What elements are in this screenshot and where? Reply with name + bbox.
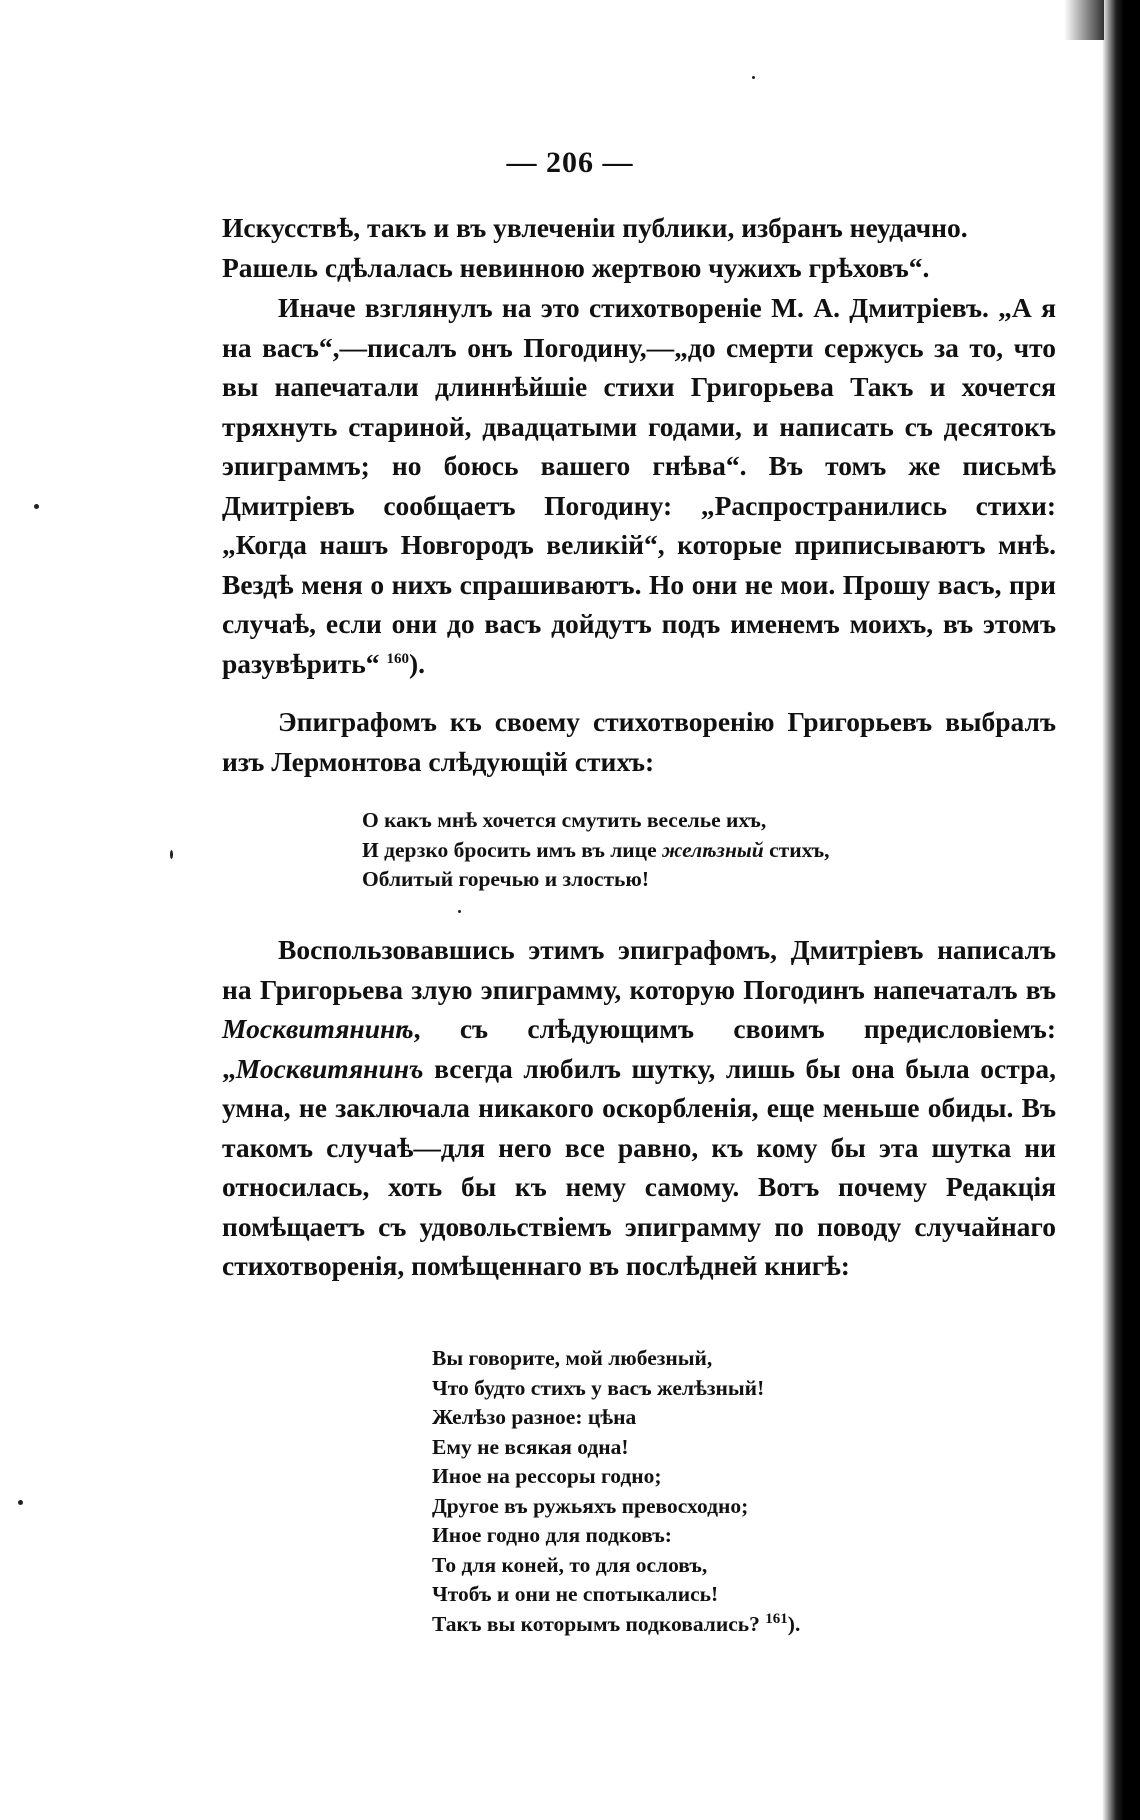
paragraph-text: Эпиграфомъ къ своему стихотворенію Григорьевъ выбралъ изъ Лермонтова слѣдующій стихъ: xyxy=(222,706,1056,777)
poem-line: Такъ вы которымъ подковались? $^{161}$). xyxy=(432,1610,801,1636)
poem-line: Другое въ ружьяхъ превосходно; xyxy=(432,1493,749,1518)
verse-line: О какъ мнѣ хочется смутить веселье ихъ, xyxy=(362,808,767,832)
scan-speck xyxy=(170,850,173,859)
text-line: Искусствѣ, такъ и въ увлеченіи публики, избранъ неудачно. xyxy=(222,212,968,243)
epigraph-verse xyxy=(362,806,829,895)
page-number: — 206 — xyxy=(506,146,634,179)
poem-line: Вы говорите, мой любезный, xyxy=(432,1346,713,1370)
scan-speck xyxy=(18,1500,23,1505)
paragraph-text: Иначе взглянулъ на это стихотвореніе М. А. Дмитріевъ. „А я на васъ“,—писалъ онъ Погодину,—„до смерти сержусь за то, что вы напечатали длиннѣйшіе стихи Григорьева Такъ и хочется тряхнуть стариной, двадцатыми годами, и написать съ десятокъ эпиграммъ; но боюсь вашего гнѣва“. Въ томъ же письмѣ Дмитріевъ сообщаетъ Погодину: „Распространились стихи: „Когда нашъ Новгородъ великій“, которые приписываютъ мнѣ. Вездѣ меня о нихъ спрашиваютъ. Но они не мои. Прошу васъ, при случаѣ, если они до васъ дойдутъ подъ именемъ моихъ, въ этомъ разувѣрить“ xyxy=(222,292,1056,679)
scan-corner-shadow xyxy=(1064,0,1104,40)
paragraph-continuation xyxy=(222,208,1056,287)
poem-line: Чтобъ и они не спотыкались! xyxy=(432,1582,719,1606)
epigram-poem xyxy=(432,1344,800,1639)
poem-line: Ему не всякая одна! xyxy=(432,1434,629,1459)
verse-line: И дерзко бросить имъ въ лице желѣзный стихъ, xyxy=(362,837,830,862)
scan-speck xyxy=(34,504,39,509)
text-line: Рашель сдѣлалась невинною жертвою чужихъ грѣховъ“. xyxy=(222,251,930,283)
scan-speck xyxy=(458,910,461,913)
poem-line: Что будто стихъ у васъ желѣзный! xyxy=(432,1375,765,1400)
paragraph-tail: ). xyxy=(408,647,425,679)
poem-line: Желѣзо разное: цѣна xyxy=(432,1405,637,1429)
footnote-ref: 160 xyxy=(386,650,409,667)
paragraph-dmitriev xyxy=(222,288,1056,683)
paragraph-epigraph-intro xyxy=(222,702,1056,781)
poem-line: То для коней, то для ословъ, xyxy=(432,1552,708,1577)
poem-line: Иное годно для подковъ: xyxy=(432,1523,672,1547)
footnote-ref: 161 xyxy=(765,1610,788,1627)
scan-speck xyxy=(752,76,755,79)
italic-word: желѣзный xyxy=(661,837,764,862)
poem-line: Иное на рессоры годно; xyxy=(432,1464,662,1488)
verse-line: Облитый горечью и злостью! xyxy=(362,867,650,891)
italic-title: Москвитянинѣ xyxy=(222,1013,414,1044)
italic-title: Москвитянинъ xyxy=(235,1052,424,1084)
scan-edge-shadow xyxy=(1102,0,1140,1820)
paragraph-epigram: Воспользовавшись этимъ эпиграфомъ, Дмитріевъ написалъ на Григорьева злую эпиграмму, которую Погодинъ напечаталъ въ Москвитянинѣ, съ слѣдующимъ своимъ предисловіемъ: „Москвитянинъ всегда любилъ шутку, лишь бы она была остра, умна, не заключала никакого оскорбленія, еще меньше обиды. Въ такомъ случаѣ—для него все равно, къ кому бы эта шутка ни относилась, хоть бы къ нему самому. Вотъ почему Редакція помѣщаетъ съ удовольствіемъ эпиграмму по поводу случайнаго стихотворенія, помѣщеннаго въ послѣдней книгѣ: xyxy=(222,934,1056,1281)
